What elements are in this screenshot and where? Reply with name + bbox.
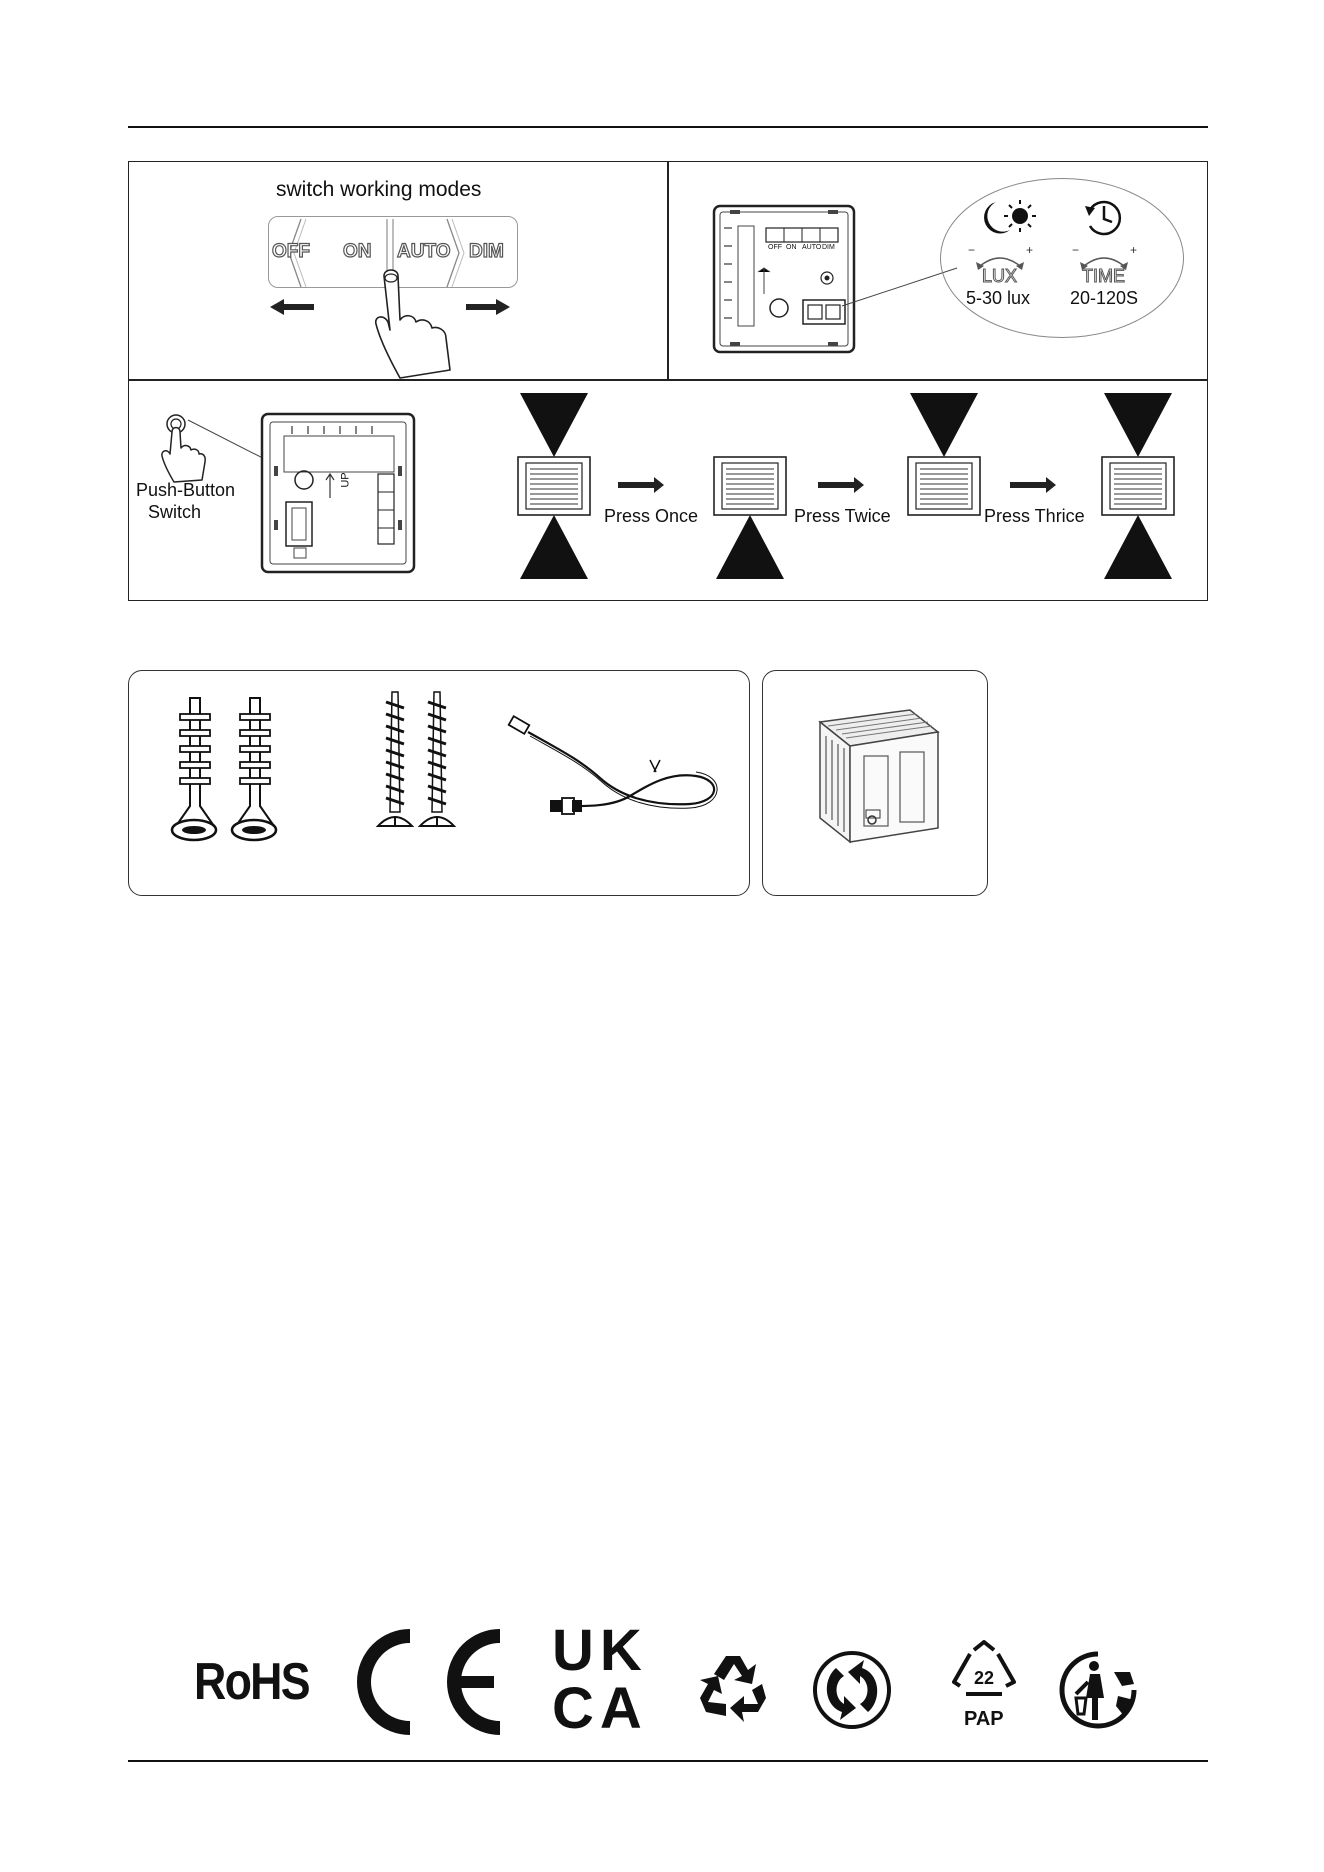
solar-lamp-product xyxy=(800,692,950,852)
mode-label-dim: DIM xyxy=(469,241,504,262)
push-button-board-diagram xyxy=(258,410,418,576)
push-button-label-line1: Push-Button xyxy=(136,480,236,500)
rohs-logo: RoHS xyxy=(194,1653,309,1711)
press-once-label: Press Once xyxy=(604,506,699,526)
mode-label-auto: AUTO xyxy=(397,241,451,262)
clock-icon xyxy=(1082,196,1126,240)
modes-title: switch working modes xyxy=(276,178,482,201)
pap-recycle-icon xyxy=(944,1640,1024,1710)
board-up-label: UP xyxy=(339,472,352,488)
push-button-label-line2: Switch xyxy=(148,502,202,522)
press-thrice-label: Press Thrice xyxy=(984,506,1085,526)
board-label-auto: AUTO xyxy=(802,244,822,251)
ukca-logo-bottom: CA xyxy=(552,1676,648,1741)
press-twice-label: Press Twice xyxy=(794,506,891,526)
pap-number: 22 xyxy=(973,1668,995,1688)
grid-horizontal-divider xyxy=(128,379,1208,381)
usb-cable-icon xyxy=(500,710,730,830)
moon-sun-icon xyxy=(974,196,1044,240)
board-label-off: OFF xyxy=(768,244,782,251)
wall-plug-icon xyxy=(160,696,310,846)
lux-label: LUX xyxy=(982,266,1018,286)
time-range: 20-120S xyxy=(1070,288,1139,308)
bottom-divider xyxy=(128,1760,1208,1762)
svg-text:+: + xyxy=(1130,243,1138,257)
wall-plug-2 xyxy=(232,698,276,840)
board-label-dim: DIM xyxy=(822,244,835,251)
svg-text:−: − xyxy=(1072,243,1080,257)
lamp-state-up xyxy=(908,393,980,515)
sensor-board-diagram xyxy=(710,202,860,352)
screw-icon xyxy=(374,692,464,842)
lamp-state-both xyxy=(518,393,590,579)
ukca-logo-top: UK xyxy=(552,1618,648,1683)
svg-text:+: + xyxy=(1026,243,1034,257)
lamp-state-both-again xyxy=(1102,393,1174,579)
screw-2 xyxy=(420,692,454,826)
top-divider xyxy=(128,126,1208,128)
grid-vertical-divider xyxy=(667,161,669,379)
pointing-hand-icon xyxy=(370,270,490,380)
tidyman-recycle-icon xyxy=(1058,1650,1138,1730)
green-dot-icon xyxy=(812,1650,892,1730)
ce-mark-icon xyxy=(364,1630,504,1734)
light-sequence xyxy=(512,393,1272,579)
lamp-state-down xyxy=(714,457,786,579)
pap-label: PAP xyxy=(964,1708,1004,1730)
svg-text:−: − xyxy=(968,243,976,257)
lux-range: 5-30 lux xyxy=(966,288,1031,308)
mode-label-on: ON xyxy=(343,241,372,262)
left-arrow-icon xyxy=(270,299,320,315)
time-label: TIME xyxy=(1082,266,1125,286)
wall-plug-1 xyxy=(172,698,216,840)
screw-1 xyxy=(378,692,412,826)
board-label-on: ON xyxy=(786,244,797,251)
mode-label-off: OFF xyxy=(272,241,310,262)
recycle-icon xyxy=(696,1650,776,1730)
